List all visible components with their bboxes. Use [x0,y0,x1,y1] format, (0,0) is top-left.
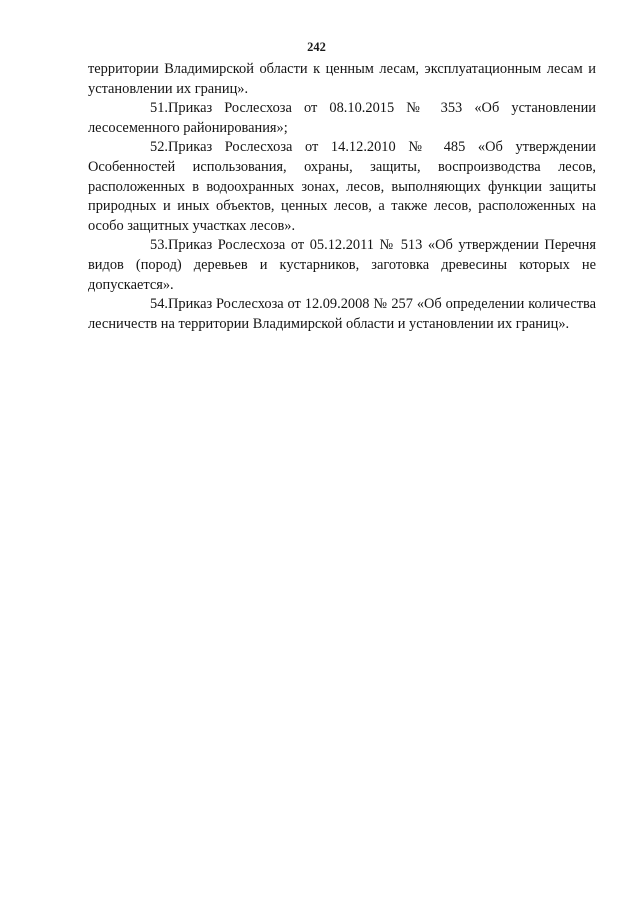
list-item-number: 51. [150,100,168,117]
list-item-text: Приказ Рослесхоза от 14.12.2010 № 485 «Об утверждении Особенностей использования, охраны, защиты, воспроизводства лесов, расположенных в водоохранных зонах, лесов, выполняющих функции защиты природных и иных объектов, ценных лесов, а также лесов, расположенных на особо защитных участках лесов». [88,139,596,234]
page-number: 242 [307,40,326,54]
list-item-text: Приказ Рослесхоза от 08.10.2015 № 353 «Об установлении лесосеменного районирования»; [88,100,596,136]
list-item-number: 54. [150,296,168,313]
list-item-number: 52. [150,139,168,156]
list-item-54 [88,295,596,334]
list-item-text: Приказ Рослесхоза от 12.09.2008 № 257 «Об определении количества лесничеств на территории Владимирской области и установлении их границ». [88,296,596,332]
paragraph-text: территории Владимирской области к ценным лесам, эксплуатационным лесам и установлении их границ». [88,61,596,97]
list-item-53 [88,236,596,295]
list-item-text: Приказ Рослесхоза от 05.12.2011 № 513 «Об утверждении Перечня видов (пород) деревьев и кустарников, заготовка древесины которых не допускается». [88,237,596,293]
list-item-number: 53. [150,237,168,254]
list-item-52 [88,138,596,236]
list-item-51 [88,99,596,138]
document-body [88,60,596,334]
paragraph-continuation [88,60,596,99]
